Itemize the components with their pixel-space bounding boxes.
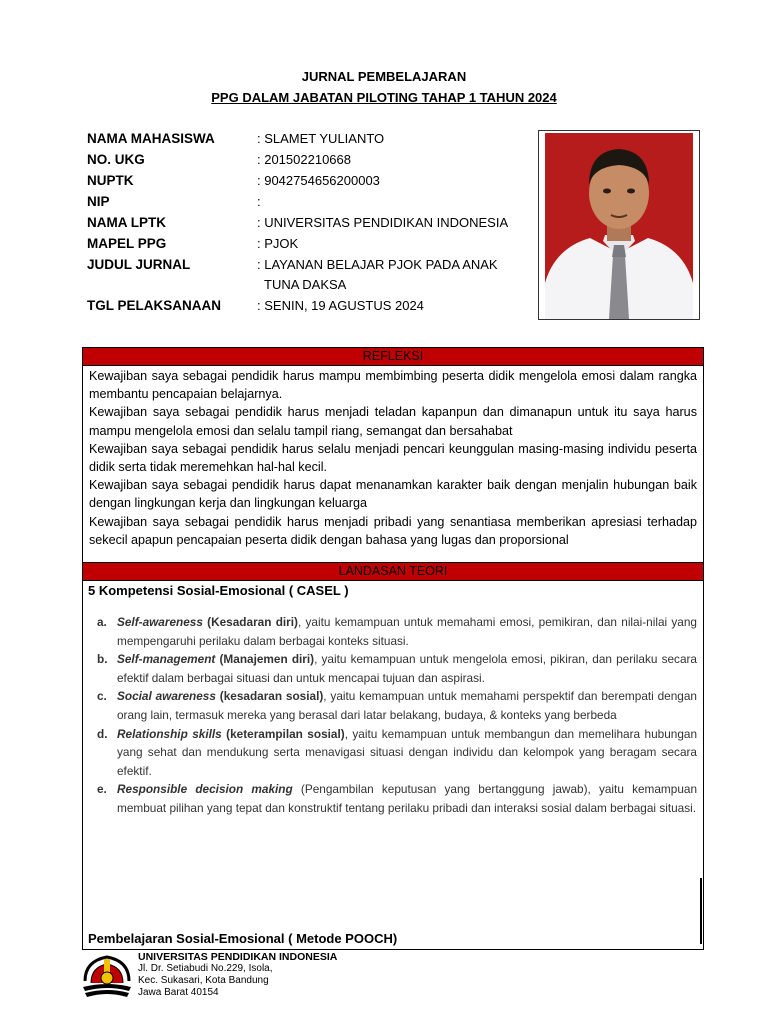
item-letter: a. <box>97 615 107 629</box>
refleksi-paragraph: Kewajiban saya sebagai pendidik harus menjadi teladan kapanpun dan dimanapun untuk itu saya harus mampu mengelola emosi dan selalu tampil riang, semangat dan bersahabat <box>89 405 697 438</box>
list-item <box>97 650 697 687</box>
pooch-subtitle: Pembelajaran Sosial-Emosional ( Metode POOCH) <box>88 931 398 946</box>
list-item <box>97 687 697 724</box>
item-term: Self-management <box>117 652 216 667</box>
journal-subtitle: PPG DALAM JABATAN PILOTING TAHAP 1 TAHUN 2024 <box>211 90 557 105</box>
info-label: TGL PELAKSANAAN <box>87 298 222 313</box>
footer-text <box>138 951 337 999</box>
casel-list <box>97 613 697 818</box>
info-label: NUPTK <box>87 173 134 188</box>
info-value: : PJOK <box>257 236 299 251</box>
refleksi-body <box>83 366 703 549</box>
item-desc: , yaitu kemampuan untuk mengelola emosi, pikiran, dan perilaku secara efektif dalam berbagai situasi dan untuk mencapai tujuan dan aspirasi. <box>117 652 697 685</box>
info-value: : SENIN, 19 AGUSTUS 2024 <box>257 298 424 313</box>
info-value: : LAYANAN BELAJAR PJOK PADA ANAK <box>257 257 498 272</box>
info-label: NAMA LPTK <box>87 215 166 230</box>
refleksi-paragraph: Kewajiban saya sebagai pendidik harus selalu menjadi pencari keunggulan masing-masing individu peserta didik serta tidak meremehkan hal-hal kecil. <box>89 441 697 475</box>
refleksi-header: REFLEKSI <box>83 348 703 366</box>
item-term: Social awareness <box>117 689 216 704</box>
info-label: JUDUL JURNAL <box>87 257 191 272</box>
item-term-id: (Kesadaran diri) <box>207 615 298 629</box>
item-term: Responsible decision making <box>117 782 293 797</box>
item-term: Relationship skills <box>117 726 222 741</box>
student-photo <box>538 130 700 320</box>
casel-subtitle: 5 Kompetensi Sosial-Emosional ( CASEL ) <box>88 583 349 598</box>
info-value: : SLAMET YULIANTO <box>257 131 385 146</box>
item-letter: d. <box>97 726 108 741</box>
info-value-continued: TUNA DAKSA <box>264 277 347 292</box>
item-desc: (Pengambilan keputusan yang bertanggung jawab), yaitu kemampuan membuat pilihan yang tepat dan konstruktif tentang perilaku pribadi dan interaksi sosial dalam berbagai situasi. <box>117 782 698 815</box>
item-desc: , yaitu kemampuan untuk memahami perspektif dan berempati dengan orang lain, termasuk mereka yang berasal dari latar belakang, budaya, & konteks yang berbeda <box>117 689 697 722</box>
info-label: NO. UKG <box>87 152 145 167</box>
info-label: NAMA MAHASISWA <box>87 131 215 146</box>
info-label: NIP <box>87 194 110 209</box>
footer-address-line: Jl. Dr. Setiabudi No.229, Isola, <box>138 963 273 974</box>
list-item <box>97 780 697 817</box>
upi-logo-icon <box>81 951 133 1001</box>
refleksi-paragraph: Kewajiban saya sebagai pendidik harus menjadi pribadi yang senantiasa memberikan apresiasi terhadap sekecil apapun pencapaian peserta didik dengan bahasa yang lugas dan proporsional <box>89 514 697 547</box>
info-value: : UNIVERSITAS PENDIDIKAN INDONESIA <box>257 215 509 230</box>
item-letter: c. <box>97 689 107 704</box>
footer-university: UNIVERSITAS PENDIDIKAN INDONESIA <box>138 951 338 963</box>
item-term-id: (Manajemen diri) <box>219 652 315 667</box>
item-letter: b. <box>97 652 108 667</box>
item-term-id: (kesadaran sosial) <box>219 689 324 704</box>
refleksi-section <box>82 347 704 563</box>
image-edge-divider <box>700 878 702 944</box>
item-desc: , yaitu kemampuan untuk membangun dan memelihara hubungan yang sehat dan mendukung serta menavigasi situasi dengan individu dan kelompok yang beragam secara efektif. <box>117 726 698 778</box>
journal-title: JURNAL PEMBELAJARAN <box>301 69 467 84</box>
item-term-id: (keterampilan sosial) <box>226 726 345 741</box>
footer-address-line: Kec. Sukasari, Kota Bandung <box>138 975 269 986</box>
refleksi-paragraph: Kewajiban saya sebagai pendidik harus mampu membimbing peserta didik mengelola emosi dalam rangka membantu pencapaian belajarnya. <box>89 369 697 402</box>
info-value: : 201502210668 <box>257 152 351 167</box>
item-term: Self-awareness <box>117 615 203 629</box>
list-item <box>97 613 697 650</box>
landasan-teori-section <box>82 562 704 950</box>
footer-address-line: Jawa Barat 40154 <box>138 987 219 998</box>
info-value: : <box>257 194 261 209</box>
item-desc: , yaitu kemampuan untuk memahami emosi, pemikiran, dan nilai-nilai yang mempengaruhi perilaku dalam berbagai konteks situasi. <box>117 615 697 648</box>
portrait-image <box>545 133 693 319</box>
info-label: MAPEL PPG <box>87 236 167 251</box>
refleksi-paragraph: Kewajiban saya sebagai pendidik harus dapat menanamkan karakter baik dengan menjalin hubungan baik dengan lingkungan kerja dan lingkungan keluarga <box>89 478 697 511</box>
list-item <box>97 725 697 781</box>
item-letter: e. <box>97 782 107 797</box>
landasan-header: LANDASAN TEORI <box>83 563 703 581</box>
info-value: : 9042754656200003 <box>257 173 380 188</box>
